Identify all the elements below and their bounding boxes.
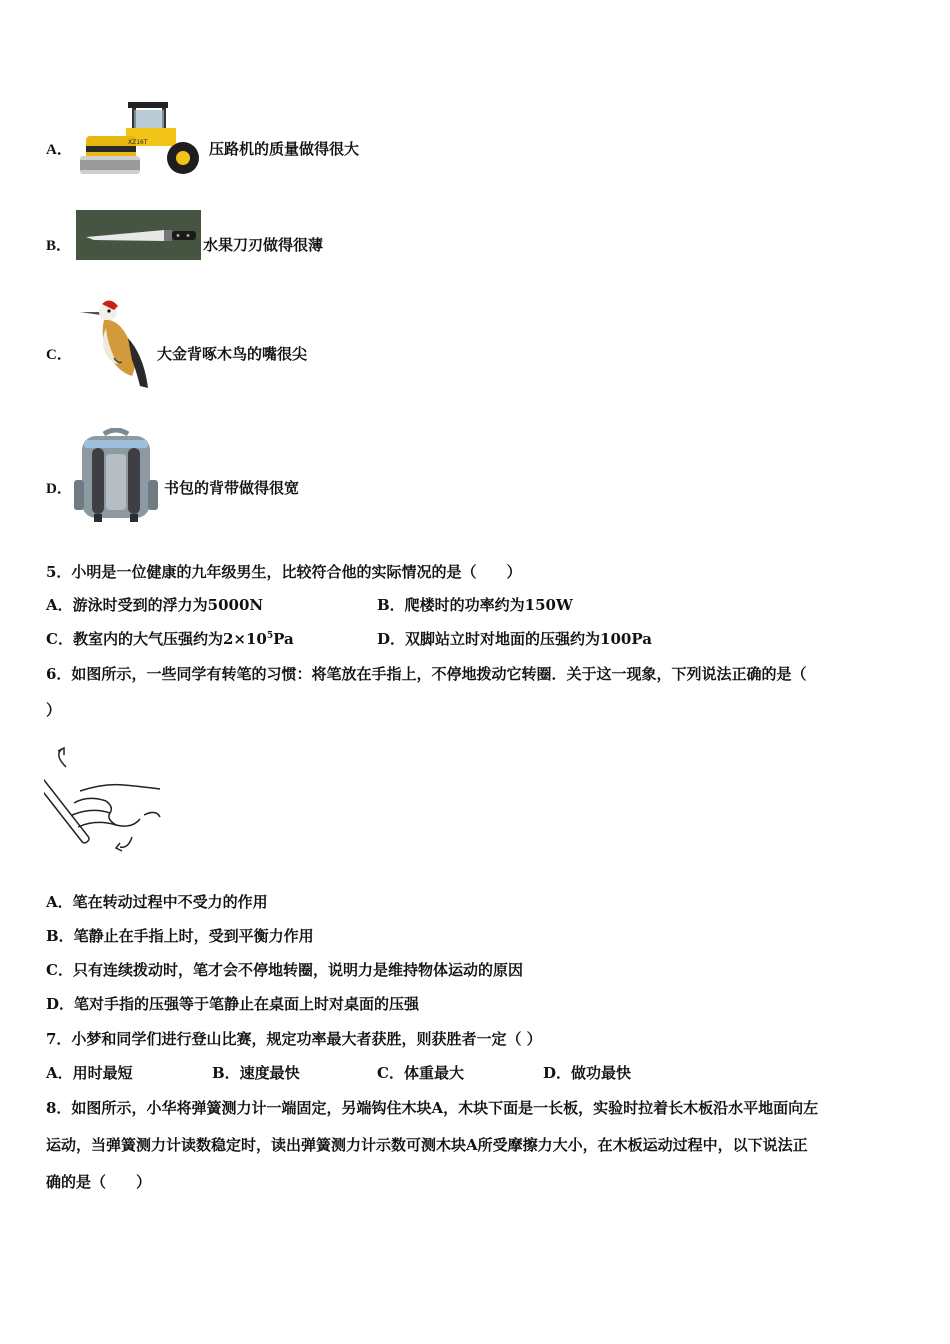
q8-stem-line1: 8．如图所示，小华将弹簧测力计一端固定，另端钩住木块A，木块下面是一长板，实验时拉着长木板沿水平地面向左	[46, 1099, 819, 1117]
q4-option-a	[46, 139, 72, 160]
q6-stem-line1: 6．如图所示，一些同学有转笔的习惯：将笔放在手指上，不停地拨动它转圈．关于这一现象，下列说法正确的是（	[46, 665, 807, 683]
road-roller-image	[80, 98, 206, 178]
q4-option-b	[46, 235, 71, 256]
q6-stem-line2: ）	[46, 701, 62, 719]
q5-option-c	[46, 629, 294, 649]
option-label: A．	[46, 142, 72, 158]
q4-option-d	[46, 478, 72, 499]
q7-option-c: C．体重最大	[377, 1064, 464, 1082]
q4-option-c	[46, 344, 72, 365]
q8-stem-line2: 运动，当弹簧测力计读数稳定时，读出弹簧测力计示数可测木块A所受摩擦力大小，在木板运动过程中，以下说法正	[46, 1136, 808, 1154]
option-label: C．	[46, 347, 72, 363]
q5-option-b: B．爬楼时的功率约为150W	[377, 596, 573, 614]
q7-stem: 7．小梦和同学们进行登山比赛，规定功率最大者获胜，则获胜者一定（ ）	[46, 1030, 542, 1048]
q7-option-d: D．做功最快	[543, 1064, 632, 1082]
backpack-image	[72, 428, 160, 524]
q5-option-c-unit: Pa	[273, 630, 294, 648]
q5-stem: 5．小明是一位健康的九年级男生，比较符合他的实际情况的是（ ）	[46, 563, 522, 581]
q6-option-d: D．笔对手指的压强等于笔静止在桌面上时对桌面的压强	[46, 995, 420, 1013]
q5-option-c-main: C．教室内的大气压强约为2×10	[46, 630, 267, 648]
q4-option-a-text: 压路机的质量做得很大	[209, 140, 360, 158]
q6-option-b: B．笔静止在手指上时，受到平衡力作用	[46, 927, 314, 945]
option-label: B．	[46, 238, 72, 254]
q4-option-d-text: 书包的背带做得很宽	[164, 479, 300, 497]
q8-stem-line3: 确的是（ ）	[46, 1173, 152, 1191]
q4-option-b-text: 水果刀刃做得很薄	[203, 236, 324, 254]
option-label: D．	[46, 481, 72, 497]
q5-option-c-exponent: 5	[266, 631, 274, 641]
q7-option-b: B．速度最快	[212, 1064, 300, 1082]
pen-spinning-figure	[44, 745, 164, 855]
q5-option-d: D．双脚站立时对地面的压强约为100Pa	[377, 630, 652, 648]
knife-image	[76, 210, 201, 260]
q4-option-c-text: 大金背啄木鸟的嘴很尖	[157, 345, 308, 363]
q7-option-a: A．用时最短	[46, 1064, 133, 1082]
q6-option-c: C．只有连续拨动时，笔才会不停地转圈，说明力是维持物体运动的原因	[46, 961, 523, 979]
roller-badge: XZ16T	[128, 139, 148, 146]
q5-option-a: A．游泳时受到的浮力为5000N	[46, 596, 264, 614]
woodpecker-image	[78, 298, 154, 390]
q6-option-a: A．笔在转动过程中不受力的作用	[46, 893, 268, 911]
